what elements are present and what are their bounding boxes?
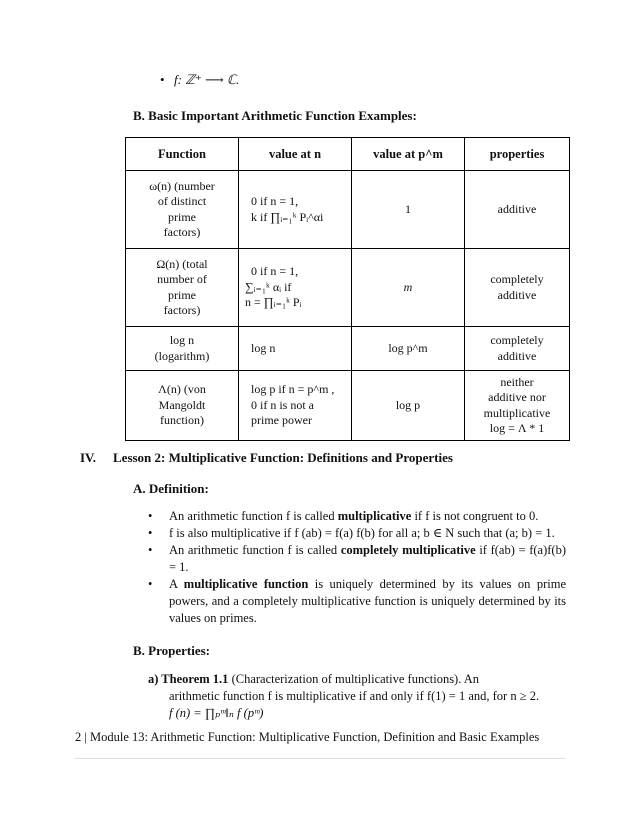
theorem-formula: f (n) = ∏ₚᵐ‖ₙ f (pᵐ)	[169, 706, 264, 720]
cell-line: n = ∏ᵢ₌₁ᵏ Pᵢ	[245, 295, 302, 310]
cell-line: ∑ᵢ₌₁ᵏ αᵢ if	[245, 279, 292, 294]
list-text: if f is not congruent to 0.	[411, 509, 539, 523]
theorem-block	[148, 671, 566, 722]
cell-function	[126, 171, 239, 249]
cell-value-pm: log p	[352, 371, 465, 441]
properties-heading: B. Properties:	[133, 643, 211, 658]
cell-function	[126, 327, 239, 371]
page-footer: 2 | Module 13: Arithmetic Function: Multiplicative Function, Definition and Basic Examples	[75, 730, 540, 744]
list-item	[148, 576, 566, 627]
cell-line: factors)	[163, 303, 201, 317]
arithmetic-functions-table	[125, 137, 570, 441]
cell-line: log = Λ * 1	[489, 421, 545, 435]
cell-line: log p if n = p^m ,	[251, 382, 335, 397]
cell-properties	[465, 371, 570, 441]
cell-line: Ω(n) (total	[156, 256, 208, 271]
cell-line: log n	[251, 341, 276, 355]
list-item	[148, 542, 566, 576]
cell-line: 0 if n is not a	[251, 397, 314, 412]
table-row	[126, 249, 570, 327]
cell-line: additive	[497, 348, 537, 363]
list-text: An arithmetic function f is called	[169, 543, 341, 557]
table-header-row	[126, 138, 570, 171]
table-row	[126, 371, 570, 441]
header-value-pm: value at p^m	[352, 138, 465, 171]
table-row	[126, 171, 570, 249]
cell-line: factors)	[163, 225, 201, 239]
cell-line: completely	[490, 272, 544, 286]
theorem-label: a) Theorem 1.1	[148, 672, 229, 686]
header-function: Function	[126, 138, 239, 171]
section-iv-title: Lesson 2: Multiplicative Function: Definitions and Properties	[113, 450, 453, 465]
cell-line: of distinct	[157, 194, 207, 208]
cell-line: number of	[157, 272, 207, 286]
header-properties: properties	[465, 138, 570, 171]
bullet-dot-icon: •	[148, 577, 153, 591]
theorem-line	[148, 671, 566, 688]
cell-line: ω(n) (number	[149, 178, 215, 193]
cell-properties	[465, 249, 570, 327]
cell-value-n	[239, 327, 352, 371]
cell-line: additive	[497, 287, 537, 302]
cell-function	[126, 249, 239, 327]
bullet-dot-icon: •	[148, 543, 153, 557]
cell-line: multiplicative	[483, 405, 551, 420]
cell-line: completely	[490, 333, 544, 347]
bullet-dot-icon: •	[160, 72, 165, 87]
bullet-dot-icon: •	[148, 509, 153, 523]
theorem-text: (Characterization of multiplicative functions). An	[228, 672, 480, 686]
bullet-dot-icon: •	[148, 526, 153, 540]
cell-value-n	[239, 171, 352, 249]
list-text: if f(ab) = f(a)f(b) = 1.	[169, 543, 567, 574]
cell-value-pm: log p^m	[352, 327, 465, 371]
cell-value-n	[239, 371, 352, 441]
cell-line: Λ(n) (von	[158, 382, 206, 397]
cell-value-n	[239, 249, 352, 327]
cell-line: prime	[168, 209, 196, 224]
section-iv-numeral: IV.	[80, 450, 97, 465]
cell-line: 0 if n = 1,	[251, 264, 299, 279]
footer-divider	[75, 758, 565, 759]
cell-properties	[465, 171, 570, 249]
header-value-n: value at n	[239, 138, 352, 171]
cell-line: Mangoldt	[158, 397, 206, 412]
cell-line: neither	[500, 374, 534, 389]
cell-value-pm: 1	[352, 171, 465, 249]
cell-line: additive	[497, 201, 537, 216]
cell-line: k if ∏ᵢ₌₁ᵏ Pᵢ^αi	[251, 209, 324, 224]
top-bullet-text: f: ℤ⁺ ⟶ ℂ.	[174, 72, 240, 87]
cell-function	[126, 371, 239, 441]
theorem-line: arithmetic function f is multiplicative if and only if f(1) = 1 and, for n ≥ 2.	[169, 689, 540, 703]
cell-value-pm: m	[352, 249, 465, 327]
list-text: is uniquely determined by its values on prime powers, and a completely multiplicative function is uniquely determined by its values on primes.	[169, 577, 566, 625]
cell-line: additive nor	[488, 390, 546, 404]
cell-line: prime	[168, 287, 196, 302]
definition-list	[148, 508, 566, 627]
cell-line: log n	[169, 333, 195, 347]
cell-line: 0 if n = 1,	[251, 194, 299, 208]
cell-properties	[465, 327, 570, 371]
cell-line: (logarithm)	[154, 348, 210, 363]
list-text: f is also multiplicative if f (ab) = f(a) f(b) for all a; b ∈ N such that (a; b) = 1.	[169, 526, 555, 540]
cell-line: prime power	[251, 413, 312, 428]
list-text: A	[169, 577, 184, 591]
list-bold: multiplicative function	[183, 577, 309, 591]
list-text: An arithmetic function f is called	[169, 509, 338, 523]
cell-line: function)	[160, 413, 204, 428]
list-item	[148, 525, 566, 542]
table-row	[126, 327, 570, 371]
list-bold: completely multiplicative	[340, 543, 476, 557]
definition-heading: A. Definition:	[133, 481, 209, 496]
list-bold: multiplicative	[337, 509, 412, 523]
section-b-heading: B. Basic Important Arithmetic Function Examples:	[133, 108, 417, 123]
list-item	[148, 508, 566, 525]
